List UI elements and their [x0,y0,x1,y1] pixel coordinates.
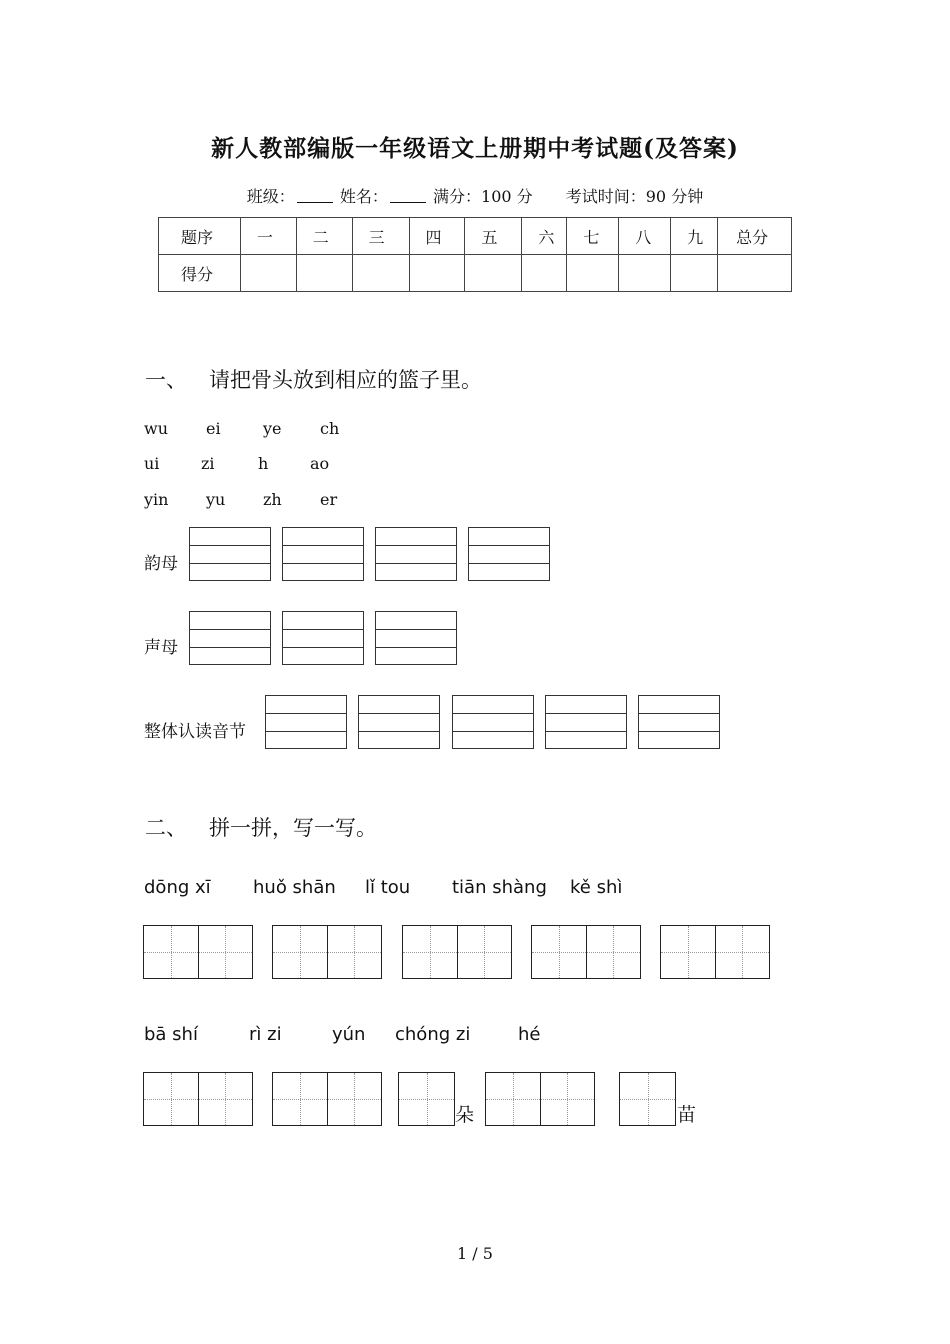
pinyin-row-2 [144,454,329,473]
yunmu-basket[interactable] [375,527,457,581]
score-header-cell: 六 [522,218,567,255]
pinyin-item: yu [206,490,226,509]
name-blank[interactable] [390,188,426,203]
score-input-cell[interactable] [522,255,567,292]
pinyin-prompt: yún [332,1024,366,1045]
writing-grid[interactable] [660,925,770,979]
score-header-cell: 三 [352,218,409,255]
suffix-char-miao: 苗 [677,1104,697,1126]
pinyin-prompt: chóng zi [395,1024,471,1045]
yunmu-basket[interactable] [468,527,550,581]
pinyin-prompt: lǐ tou [365,877,411,898]
score-header-row [159,218,792,255]
score-header-cell: 九 [671,218,718,255]
pinyin-prompt: tiān shàng [452,877,547,898]
suffix-char-duo: 朵 [455,1104,475,1126]
pinyin-item: zh [263,490,282,509]
pinyin-item: ye [263,419,282,438]
shengmu-basket[interactable] [375,611,457,665]
writing-grid-single[interactable] [619,1072,676,1126]
zhengti-basket[interactable] [638,695,720,749]
writing-grid[interactable] [531,925,641,979]
score-header-cell: 二 [296,218,352,255]
pinyin-prompt: kě shì [570,877,623,898]
writing-grid[interactable] [143,925,253,979]
pinyin-item: ui [144,454,160,473]
zhengti-label: 整体认读音节 [144,722,246,742]
score-input-cell[interactable] [619,255,671,292]
score-row-label: 得分 [159,255,241,292]
score-header-cell: 四 [409,218,465,255]
zhengti-basket[interactable] [265,695,347,749]
name-label: 姓名： [339,187,388,206]
section2-instruction: 拼一拼，写一写。 [209,816,377,840]
section1-instruction: 请把骨头放到相应的篮子里。 [209,368,482,392]
shengmu-basket[interactable] [189,611,271,665]
pinyin-row-1 [144,419,339,438]
score-input-cell[interactable] [296,255,352,292]
writing-grid[interactable] [272,925,382,979]
zhengti-basket[interactable] [358,695,440,749]
pinyin-item: zi [201,454,215,473]
shengmu-basket[interactable] [282,611,364,665]
class-blank[interactable] [297,188,333,203]
exam-time: 考试时间：90 分钟 [565,187,704,206]
page-number: 1 / 5 [457,1244,493,1263]
section1-number: 一、 [145,368,187,392]
exam-info [0,184,950,207]
full-score: 满分：100 分 [433,187,533,206]
score-header-cell: 八 [619,218,671,255]
writing-grid-single[interactable] [398,1072,455,1126]
pinyin-prompt: rì zi [249,1024,282,1045]
shengmu-label: 声母 [144,638,178,658]
score-input-cell[interactable] [240,255,296,292]
class-label: 班级： [246,187,295,206]
pinyin-prompt: hé [518,1024,541,1045]
writing-grid[interactable] [402,925,512,979]
pinyin-item: ei [206,419,221,438]
yunmu-label: 韵母 [144,554,178,574]
pinyin-item: wu [144,419,168,438]
score-input-cell[interactable] [409,255,465,292]
pinyin-item: h [258,454,269,473]
section1-heading [145,364,482,394]
writing-grid[interactable] [272,1072,382,1126]
section2-heading [145,812,377,842]
score-input-cell[interactable] [465,255,522,292]
pinyin-item: ch [320,419,340,438]
score-table [158,217,792,292]
page-title: 新人教部编版一年级语文上册期中考试题(及答案) [211,135,739,162]
score-header-cell: 一 [240,218,296,255]
zhengti-basket[interactable] [452,695,534,749]
yunmu-basket[interactable] [189,527,271,581]
pinyin-prompt: huǒ shān [253,877,336,898]
score-input-cell[interactable] [671,255,718,292]
score-header-cell: 七 [567,218,619,255]
yunmu-basket[interactable] [282,527,364,581]
score-input-cell[interactable] [352,255,409,292]
pinyin-row-3 [144,490,337,509]
score-input-cell[interactable] [718,255,792,292]
pinyin-item: ao [310,454,330,473]
score-header-cell: 题序 [159,218,241,255]
zhengti-basket[interactable] [545,695,627,749]
pinyin-prompt: bā shí [144,1024,198,1045]
writing-grid[interactable] [143,1072,253,1126]
writing-grid[interactable] [485,1072,595,1126]
pinyin-item: er [320,490,338,509]
score-value-row [159,255,792,292]
score-header-cell: 总分 [718,218,792,255]
section2-number: 二、 [145,816,187,840]
score-input-cell[interactable] [567,255,619,292]
pinyin-item: yin [144,490,169,509]
score-header-cell: 五 [465,218,522,255]
pinyin-prompt: dōng xī [144,877,211,898]
